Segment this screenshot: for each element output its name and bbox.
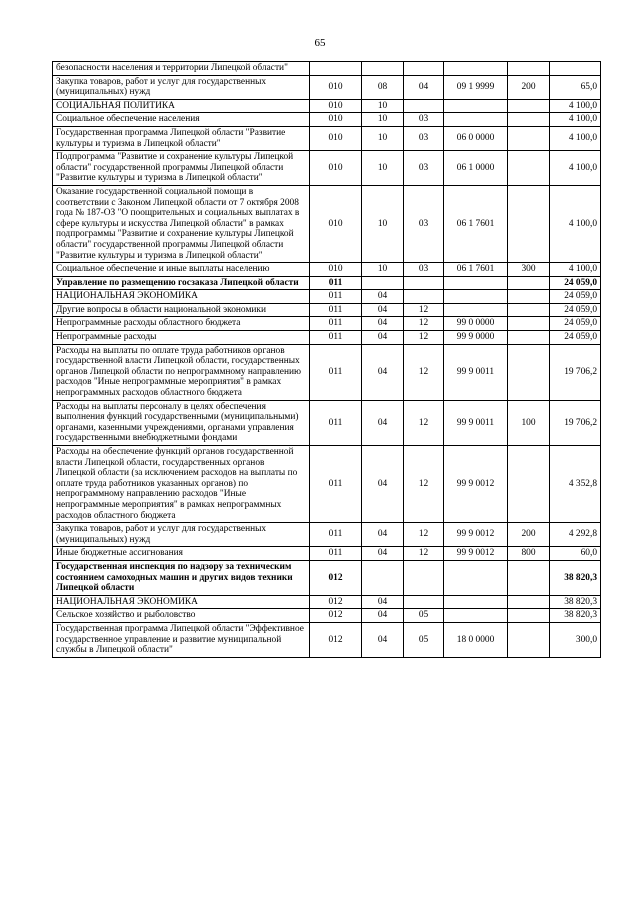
amount-cell: 38 820,3: [550, 595, 601, 609]
expense-type-code-cell: [508, 276, 550, 290]
department-code-cell: 011: [310, 547, 362, 561]
expense-name-cell: Сельское хозяйство и рыболовство: [53, 609, 310, 623]
section-code-cell: 04: [362, 547, 404, 561]
section-code-cell: 10: [362, 99, 404, 113]
section-code-cell: [362, 276, 404, 290]
section-code-cell: 04: [362, 622, 404, 657]
expense-type-code-cell: [508, 62, 550, 76]
expense-name-cell: СОЦИАЛЬНАЯ ПОЛИТИКА: [53, 99, 310, 113]
section-code-cell: 08: [362, 75, 404, 99]
section-code-cell: 04: [362, 446, 404, 523]
table-row: [53, 276, 601, 290]
table-row: [53, 523, 601, 547]
amount-cell: 4 100,0: [550, 113, 601, 127]
amount-cell: 65,0: [550, 75, 601, 99]
expense-name-cell: Расходы на обеспечение функций органов государственной власти Липецкой области, государственных органов Липецкой области (за исключением расходов на выплаты по оплате труда работников указанных органов) по непрограммному направлению расходов "Иные непрограммные мероприятия" в рамках непрограммных расходов областного бюджета: [53, 446, 310, 523]
amount-cell: 4 352,8: [550, 446, 601, 523]
target-item-code-cell: 06 1 7601: [444, 185, 508, 262]
target-item-code-cell: [444, 276, 508, 290]
department-code-cell: 012: [310, 560, 362, 595]
table-row: [53, 317, 601, 331]
amount-cell: 4 100,0: [550, 151, 601, 186]
subsection-code-cell: 03: [404, 185, 444, 262]
department-code-cell: 010: [310, 126, 362, 150]
table-row: [53, 331, 601, 345]
expense-type-code-cell: [508, 344, 550, 400]
subsection-code-cell: 03: [404, 113, 444, 127]
expense-name-cell: Государственная программа Липецкой области "Эффективное государственное управление и развитие муниципальной службы в Липецкой области": [53, 622, 310, 657]
expense-name-cell: Другие вопросы в области национальной экономики: [53, 303, 310, 317]
expense-name-cell: Расходы на выплаты персоналу в целях обеспечения выполнения функций государственными (муниципальными) органами, казенными учреждениями, органами управления государственными внебюджетными фондами: [53, 400, 310, 445]
section-code-cell: 04: [362, 595, 404, 609]
table-row: [53, 609, 601, 623]
expense-name-cell: Подпрограмма "Развитие и сохранение культуры Липецкой области" государственной программы Липецкой области "Развитие культуры и туризма в Липецкой области": [53, 151, 310, 186]
department-code-cell: 010: [310, 263, 362, 277]
department-code-cell: 012: [310, 609, 362, 623]
amount-cell: 38 820,3: [550, 609, 601, 623]
section-code-cell: 10: [362, 185, 404, 262]
subsection-code-cell: 04: [404, 75, 444, 99]
target-item-code-cell: [444, 560, 508, 595]
department-code-cell: 011: [310, 303, 362, 317]
target-item-code-cell: 99 9 0011: [444, 400, 508, 445]
expense-type-code-cell: [508, 560, 550, 595]
table-row: [53, 62, 601, 76]
expense-name-cell: Непрограммные расходы областного бюджета: [53, 317, 310, 331]
amount-cell: 24 059,0: [550, 317, 601, 331]
page-number: 65: [314, 37, 326, 49]
department-code-cell: [310, 62, 362, 76]
subsection-code-cell: 12: [404, 523, 444, 547]
subsection-code-cell: 03: [404, 126, 444, 150]
expense-type-code-cell: [508, 622, 550, 657]
target-item-code-cell: 99 0 0000: [444, 317, 508, 331]
expense-type-code-cell: [508, 317, 550, 331]
section-code-cell: 10: [362, 263, 404, 277]
target-item-code-cell: 09 1 9999: [444, 75, 508, 99]
amount-cell: 4 100,0: [550, 185, 601, 262]
expense-type-code-cell: [508, 185, 550, 262]
target-item-code-cell: [444, 595, 508, 609]
expense-type-code-cell: [508, 151, 550, 186]
subsection-code-cell: 05: [404, 609, 444, 623]
subsection-code-cell: [404, 560, 444, 595]
expense-type-code-cell: 100: [508, 400, 550, 445]
expense-type-code-cell: 200: [508, 75, 550, 99]
expense-type-code-cell: [508, 99, 550, 113]
amount-cell: 24 059,0: [550, 290, 601, 304]
department-code-cell: 011: [310, 400, 362, 445]
table-row: [53, 344, 601, 400]
department-code-cell: 011: [310, 446, 362, 523]
expense-name-cell: Закупка товаров, работ и услуг для государственных (муниципальных) нужд: [53, 523, 310, 547]
amount-cell: 24 059,0: [550, 331, 601, 345]
expense-name-cell: Закупка товаров, работ и услуг для государственных (муниципальных) нужд: [53, 75, 310, 99]
expense-name-cell: НАЦИОНАЛЬНАЯ ЭКОНОМИКА: [53, 595, 310, 609]
amount-cell: 4 292,8: [550, 523, 601, 547]
expense-name-cell: безопасности населения и территории Липецкой области": [53, 62, 310, 76]
target-item-code-cell: [444, 62, 508, 76]
department-code-cell: 010: [310, 75, 362, 99]
amount-cell: 19 706,2: [550, 344, 601, 400]
section-code-cell: 04: [362, 303, 404, 317]
subsection-code-cell: [404, 595, 444, 609]
department-code-cell: 010: [310, 99, 362, 113]
department-code-cell: 010: [310, 151, 362, 186]
expense-type-code-cell: [508, 446, 550, 523]
department-code-cell: 011: [310, 523, 362, 547]
subsection-code-cell: 03: [404, 151, 444, 186]
target-item-code-cell: [444, 113, 508, 127]
amount-cell: 4 100,0: [550, 263, 601, 277]
department-code-cell: 011: [310, 290, 362, 304]
amount-cell: 300,0: [550, 622, 601, 657]
subsection-code-cell: 12: [404, 317, 444, 331]
budget-table: [52, 61, 601, 658]
table-row: [53, 99, 601, 113]
target-item-code-cell: 99 9 0012: [444, 523, 508, 547]
table-row: [53, 290, 601, 304]
expense-name-cell: Государственная инспекция по надзору за техническим состоянием самоходных машин и других видов техники Липецкой области: [53, 560, 310, 595]
amount-cell: 24 059,0: [550, 303, 601, 317]
section-code-cell: 10: [362, 151, 404, 186]
target-item-code-cell: 06 1 0000: [444, 151, 508, 186]
subsection-code-cell: 03: [404, 263, 444, 277]
department-code-cell: 010: [310, 113, 362, 127]
expense-name-cell: Управление по размещению госзаказа Липецкой области: [53, 276, 310, 290]
subsection-code-cell: 12: [404, 446, 444, 523]
department-code-cell: 011: [310, 344, 362, 400]
expense-type-code-cell: 800: [508, 547, 550, 561]
target-item-code-cell: 06 1 7601: [444, 263, 508, 277]
expense-name-cell: Социальное обеспечение населения: [53, 113, 310, 127]
section-code-cell: 04: [362, 344, 404, 400]
department-code-cell: 010: [310, 185, 362, 262]
amount-cell: 38 820,3: [550, 560, 601, 595]
table-row: [53, 622, 601, 657]
amount-cell: [550, 62, 601, 76]
amount-cell: 4 100,0: [550, 126, 601, 150]
department-code-cell: 011: [310, 331, 362, 345]
table-row: [53, 113, 601, 127]
target-item-code-cell: 99 9 0012: [444, 547, 508, 561]
department-code-cell: 012: [310, 595, 362, 609]
section-code-cell: 10: [362, 113, 404, 127]
expense-name-cell: Социальное обеспечение и иные выплаты населению: [53, 263, 310, 277]
section-code-cell: 04: [362, 290, 404, 304]
target-item-code-cell: 99 9 0012: [444, 446, 508, 523]
target-item-code-cell: [444, 99, 508, 113]
expense-type-code-cell: [508, 290, 550, 304]
amount-cell: 19 706,2: [550, 400, 601, 445]
target-item-code-cell: [444, 290, 508, 304]
amount-cell: 24 059,0: [550, 276, 601, 290]
subsection-code-cell: 12: [404, 303, 444, 317]
expense-name-cell: Непрограммные расходы: [53, 331, 310, 345]
target-item-code-cell: 99 9 0000: [444, 331, 508, 345]
expense-type-code-cell: [508, 303, 550, 317]
department-code-cell: 011: [310, 317, 362, 331]
section-code-cell: 04: [362, 523, 404, 547]
expense-name-cell: Расходы на выплаты по оплате труда работников органов государственной власти Липецкой области, государственных органов Липецкой области по непрограммному направлению расходов "Иные непрограммные мероприятия" в рамках непрограммных расходов областного бюджета: [53, 344, 310, 400]
target-item-code-cell: 99 9 0011: [444, 344, 508, 400]
budget-table-body: [53, 62, 601, 658]
section-code-cell: [362, 560, 404, 595]
subsection-code-cell: 05: [404, 622, 444, 657]
expense-type-code-cell: [508, 609, 550, 623]
table-row: [53, 126, 601, 150]
table-row: [53, 75, 601, 99]
subsection-code-cell: 12: [404, 331, 444, 345]
section-code-cell: 04: [362, 609, 404, 623]
subsection-code-cell: [404, 276, 444, 290]
target-item-code-cell: 18 0 0000: [444, 622, 508, 657]
section-code-cell: [362, 62, 404, 76]
table-row: [53, 446, 601, 523]
expense-type-code-cell: [508, 595, 550, 609]
table-row: [53, 547, 601, 561]
table-row: [53, 560, 601, 595]
expense-type-code-cell: 300: [508, 263, 550, 277]
subsection-code-cell: [404, 62, 444, 76]
table-row: [53, 400, 601, 445]
subsection-code-cell: 12: [404, 400, 444, 445]
target-item-code-cell: [444, 303, 508, 317]
department-code-cell: 012: [310, 622, 362, 657]
expense-name-cell: Иные бюджетные ассигнования: [53, 547, 310, 561]
target-item-code-cell: [444, 609, 508, 623]
table-row: [53, 303, 601, 317]
subsection-code-cell: [404, 290, 444, 304]
expense-name-cell: НАЦИОНАЛЬНАЯ ЭКОНОМИКА: [53, 290, 310, 304]
amount-cell: 4 100,0: [550, 99, 601, 113]
table-row: [53, 151, 601, 186]
subsection-code-cell: [404, 99, 444, 113]
amount-cell: 60,0: [550, 547, 601, 561]
section-code-cell: 04: [362, 317, 404, 331]
expense-type-code-cell: [508, 331, 550, 345]
section-code-cell: 10: [362, 126, 404, 150]
target-item-code-cell: 06 0 0000: [444, 126, 508, 150]
expense-name-cell: Оказание государственной социальной помощи в соответствии с Законом Липецкой области от 7 октября 2008 года № 187-ОЗ "О поощрительных и социальных выплатах в сфере культуры и искусства Липецкой области" в рамках подпрограммы "Развитие и сохранение культуры Липецкой области" государственной программы Липецкой области "Развитие культуры и туризма в Липецкой области": [53, 185, 310, 262]
table-row: [53, 595, 601, 609]
expense-type-code-cell: 200: [508, 523, 550, 547]
table-row: [53, 263, 601, 277]
subsection-code-cell: 12: [404, 547, 444, 561]
section-code-cell: 04: [362, 331, 404, 345]
expense-type-code-cell: [508, 113, 550, 127]
section-code-cell: 04: [362, 400, 404, 445]
subsection-code-cell: 12: [404, 344, 444, 400]
expense-type-code-cell: [508, 126, 550, 150]
table-row: [53, 185, 601, 262]
expense-name-cell: Государственная программа Липецкой области "Развитие культуры и туризма в Липецкой области": [53, 126, 310, 150]
department-code-cell: 011: [310, 276, 362, 290]
